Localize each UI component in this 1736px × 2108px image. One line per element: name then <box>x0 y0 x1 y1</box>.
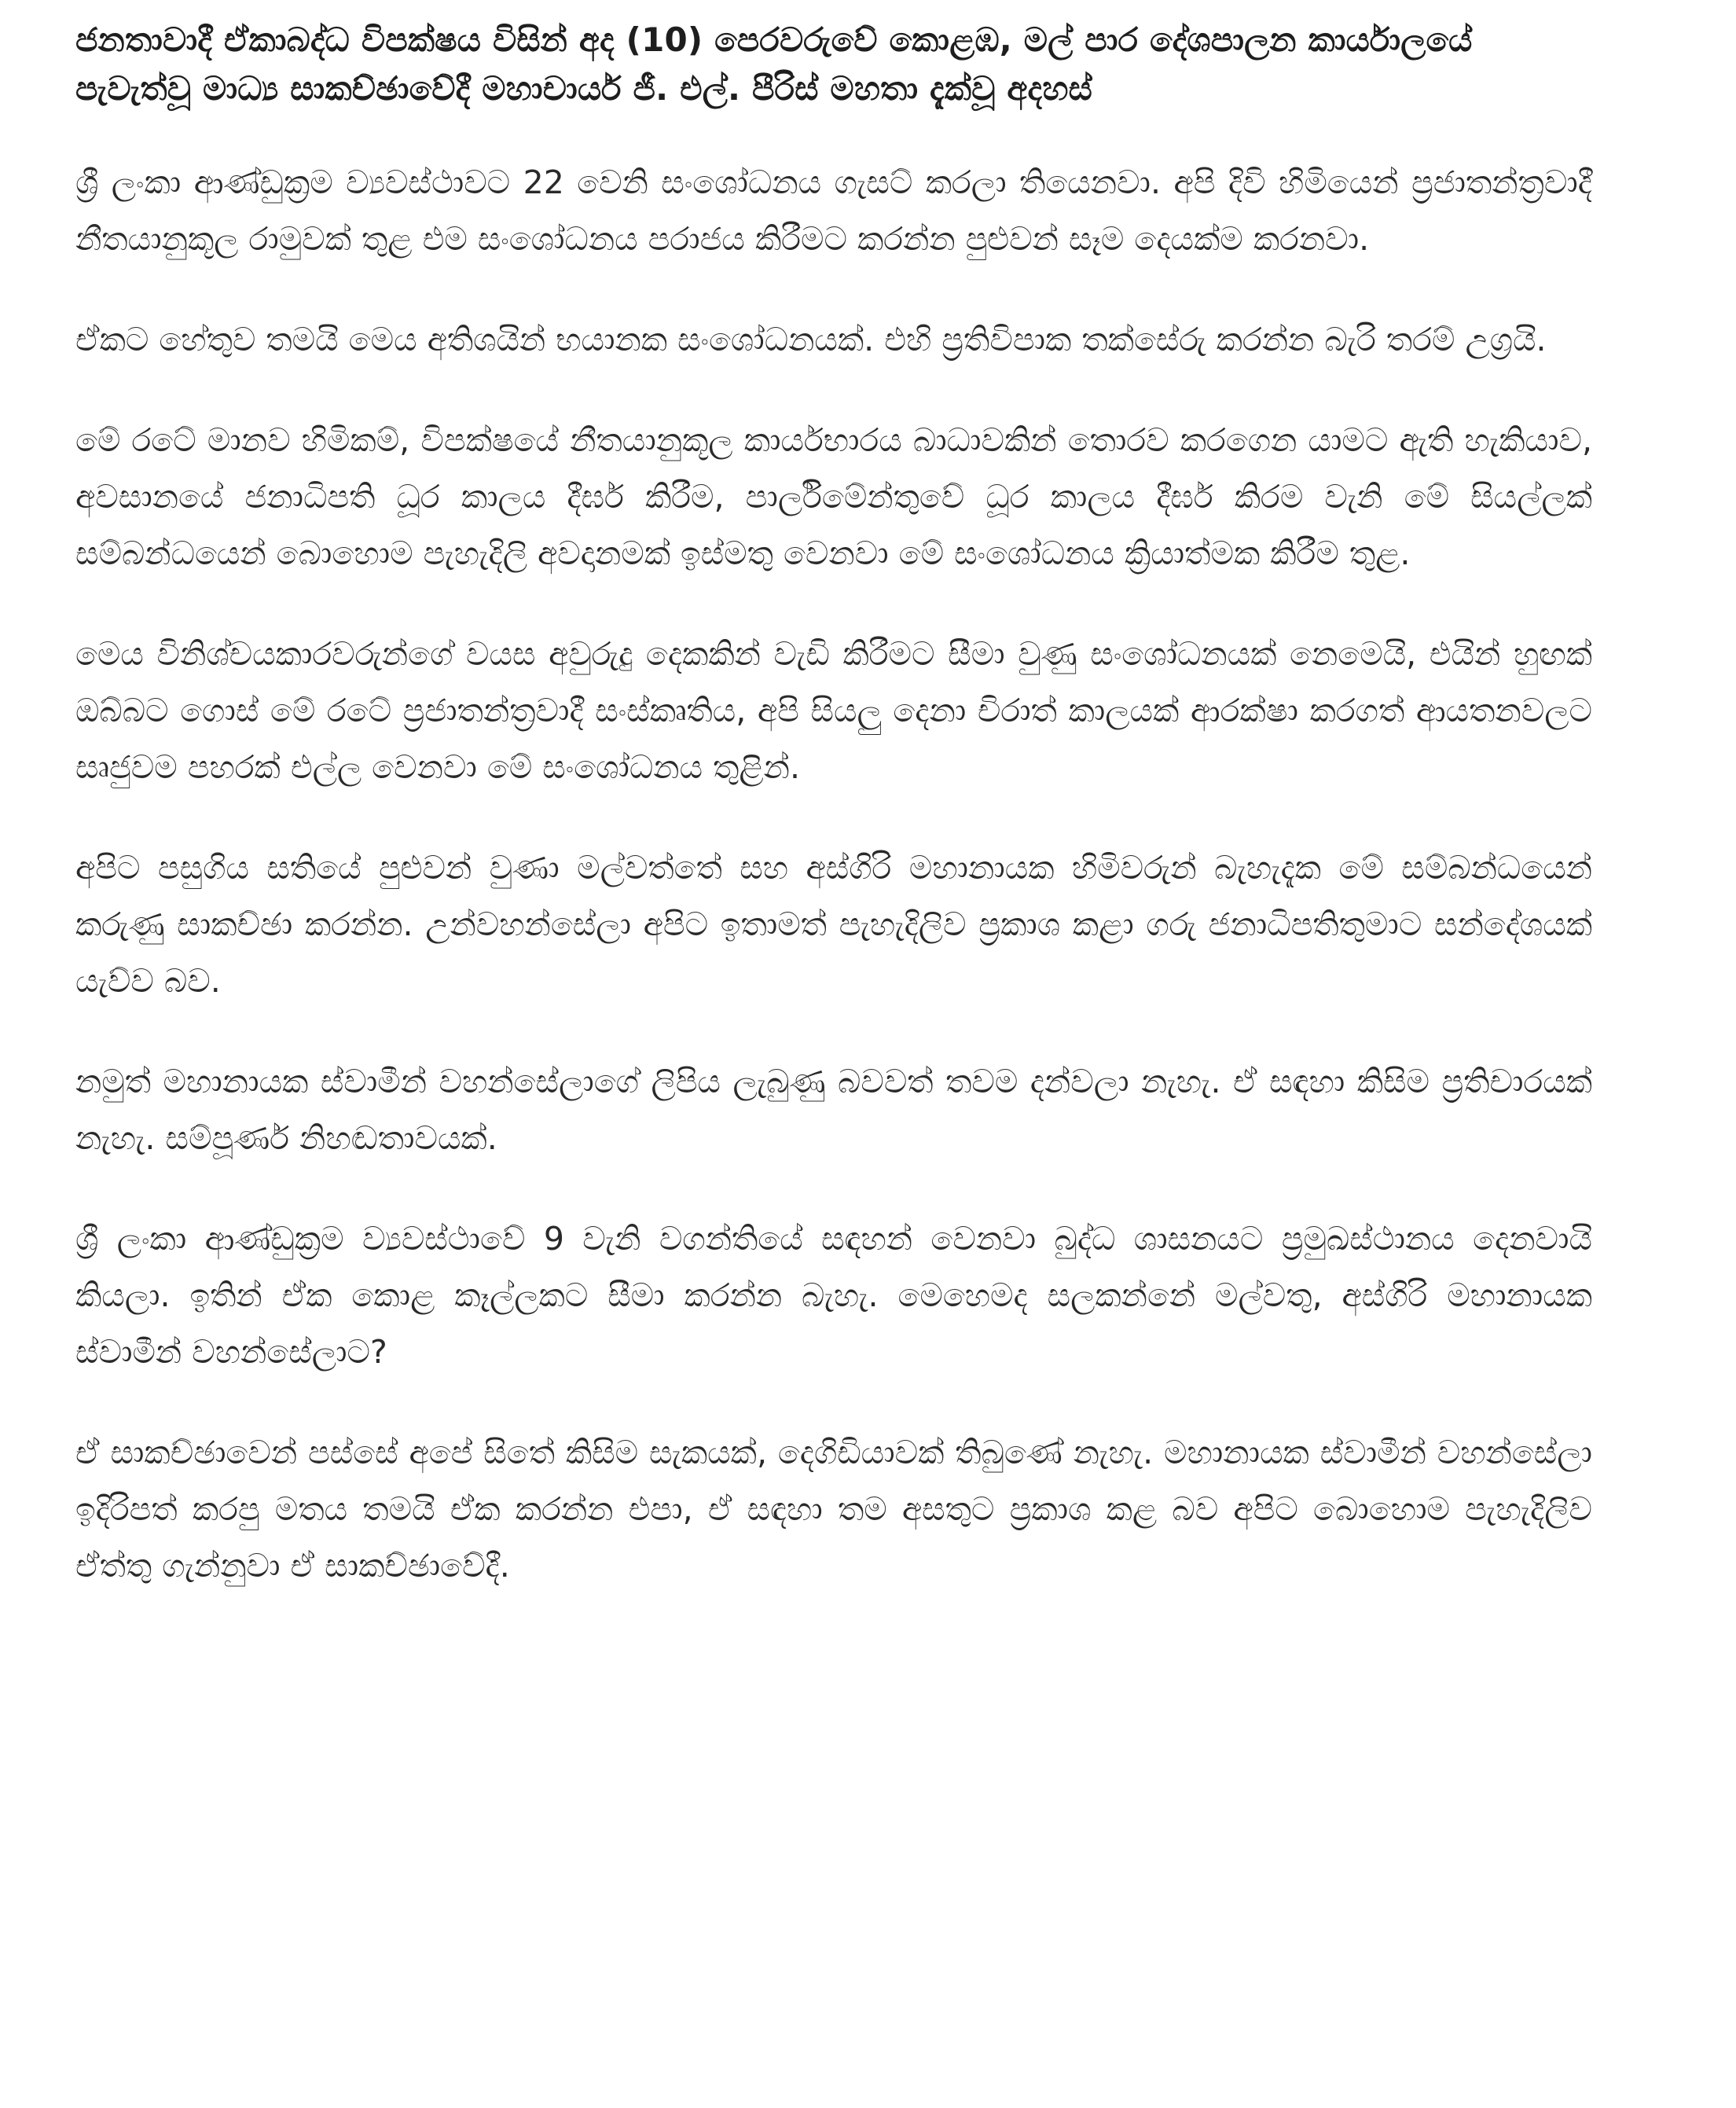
article-paragraph-4: මෙය විනිශ්චයකාරවරුන්ගේ වයස අවුරුදු දෙකකින් වැඩි කිරීමට සීමා වුණු සංශෝධනයක් නෙමෙයි, එයින් හුඟක් ඔබ්බට ගොස් මේ රටේ ප්‍රජාතන්ත්‍රවාදී සංස්කෘතිය, අපි සියලු දෙනා චිරාත් කාලයක් ආරක්ෂා කරගත් ආයතනවලට සෘජුවම පහරක් එල්ල වෙනවා මේ සංශෝධනය තුළින්. <box>75 635 1592 786</box>
article-paragraph-2: ඒකට හේතුව තමයි මෙය අතිශයින් භයානක සංශෝධනයක්. එහි ප්‍රතිවිපාක තක්සේරු කරන්න බැරි තරම් උග්‍රයි. <box>75 321 1547 358</box>
article-paragraph-1: ශ්‍රී ලංකා ආණ්ඩුක්‍රම ව්‍යවස්ථාවට 22 වෙනි සංශෝධනය ගැසට් කරලා තියෙනවා. අපි දිවි හිමියෙන් ප්‍රජාතන්ත්‍රවාදී නීතයානුකූල රාමුවක් තුළ එම සංශෝධනය පරාජය කිරීමට කරන්න පුළුවන් සෑම දෙයක්ම කරනවා. <box>75 163 1592 258</box>
article-paragraph-5: අපිට පසුගිය සතියේ පුළුවන් වුණා මල්වත්තේ සහ අස්ගිරි මහානායක හිමිවරුන් බැහැදැක මේ සම්බන්ධයෙන් කරුණු සාකච්ඡා කරන්න. උන්වහන්සේලා අපිට ඉතාමත් පැහැදිලිව ප්‍රකාශ කළා ගරු ජනාධිපතිතුමාට සන්දේශයක් යැව්ව බව. <box>75 849 1592 1000</box>
article-paragraph-6: නමුත් මහානායක ස්වාමීන් වහන්සේලාගේ ලිපිය ලැබුණු බවවත් තවම දන්වලා නැහැ. ඒ සඳහා කිසිම ප්‍රතිචාරයක් නැහැ. සම්පූර්ණ නිහඬතාවයක්. <box>75 1063 1592 1157</box>
article <box>75 16 1592 1638</box>
article-paragraph-8: ඒ සාකච්ඡාවෙන් පස්සේ අපේ සිතේ කිසිම සැකයක්, දෙගිඩියාවක් තිබුණේ නැහැ. මහානායක ස්වාමීන් වහන්සේලා ඉදිරිපත් කරපු මතය තමයි ඒක කරන්න එපා, ඒ සඳහා තම අසතුට ප්‍රකාශ කළ බව අපිට බොහොම පැහැදිලිව ඒත්තු ගැන්නුවා ඒ සාකච්ඡාවේදී. <box>75 1434 1592 1585</box>
article-paragraph-7: ශ්‍රී ලංකා ආණ්ඩුක්‍රම ව්‍යවස්ථාවේ 9 වැනි වගන්තියේ සඳහන් වෙනවා බුද්ධ ශාසනයට ප්‍රමුඛස්ථානය දෙනවායි කියලා. ඉතින් ඒක කොළ කෑල්ලකට සීමා කරන්න බැහැ. මෙහෙමද සලකන්නේ මල්වතු, අස්ගිරි මහානායක ස්වාමීන් වහන්සේලාට? <box>75 1220 1592 1371</box>
article-paragraph-3: මේ රටේ මානව හිමිකම්, විපක්ෂයේ නීතයානුකූල කාර්යභාරය බාධාවකින් තොරව කරගෙන යාමට ඇති හැකියාව, අවසානයේ ජනාධිපති ධූර කාලය දීර්ඝ කිරීම, පාර්ලිමේන්තුවේ ධූර කාලය දීර්ඝ කිරම වැනි මේ සියල්ලක් සම්බන්ධයෙන් බොහොම පැහැදිලි අවදානමක් ඉස්මතු වෙනවා මේ සංශෝධනය ක්‍රියාත්මක කිරීම තුළ. <box>75 421 1592 572</box>
article-title: ජනතාවාදී ඒකාබද්ධ විපක්ෂය විසින් අද (10) පෙරවරුවේ කොළඹ, මල් පාර දේශපාලන කාර්යාලයේ පැවැත්වූ මාධ්‍ය සාකච්ඡාවේදී මහාචාර්ය ජී. එල්. පීරිස් මහතා දැක්වූ අදහස් <box>75 20 1473 108</box>
